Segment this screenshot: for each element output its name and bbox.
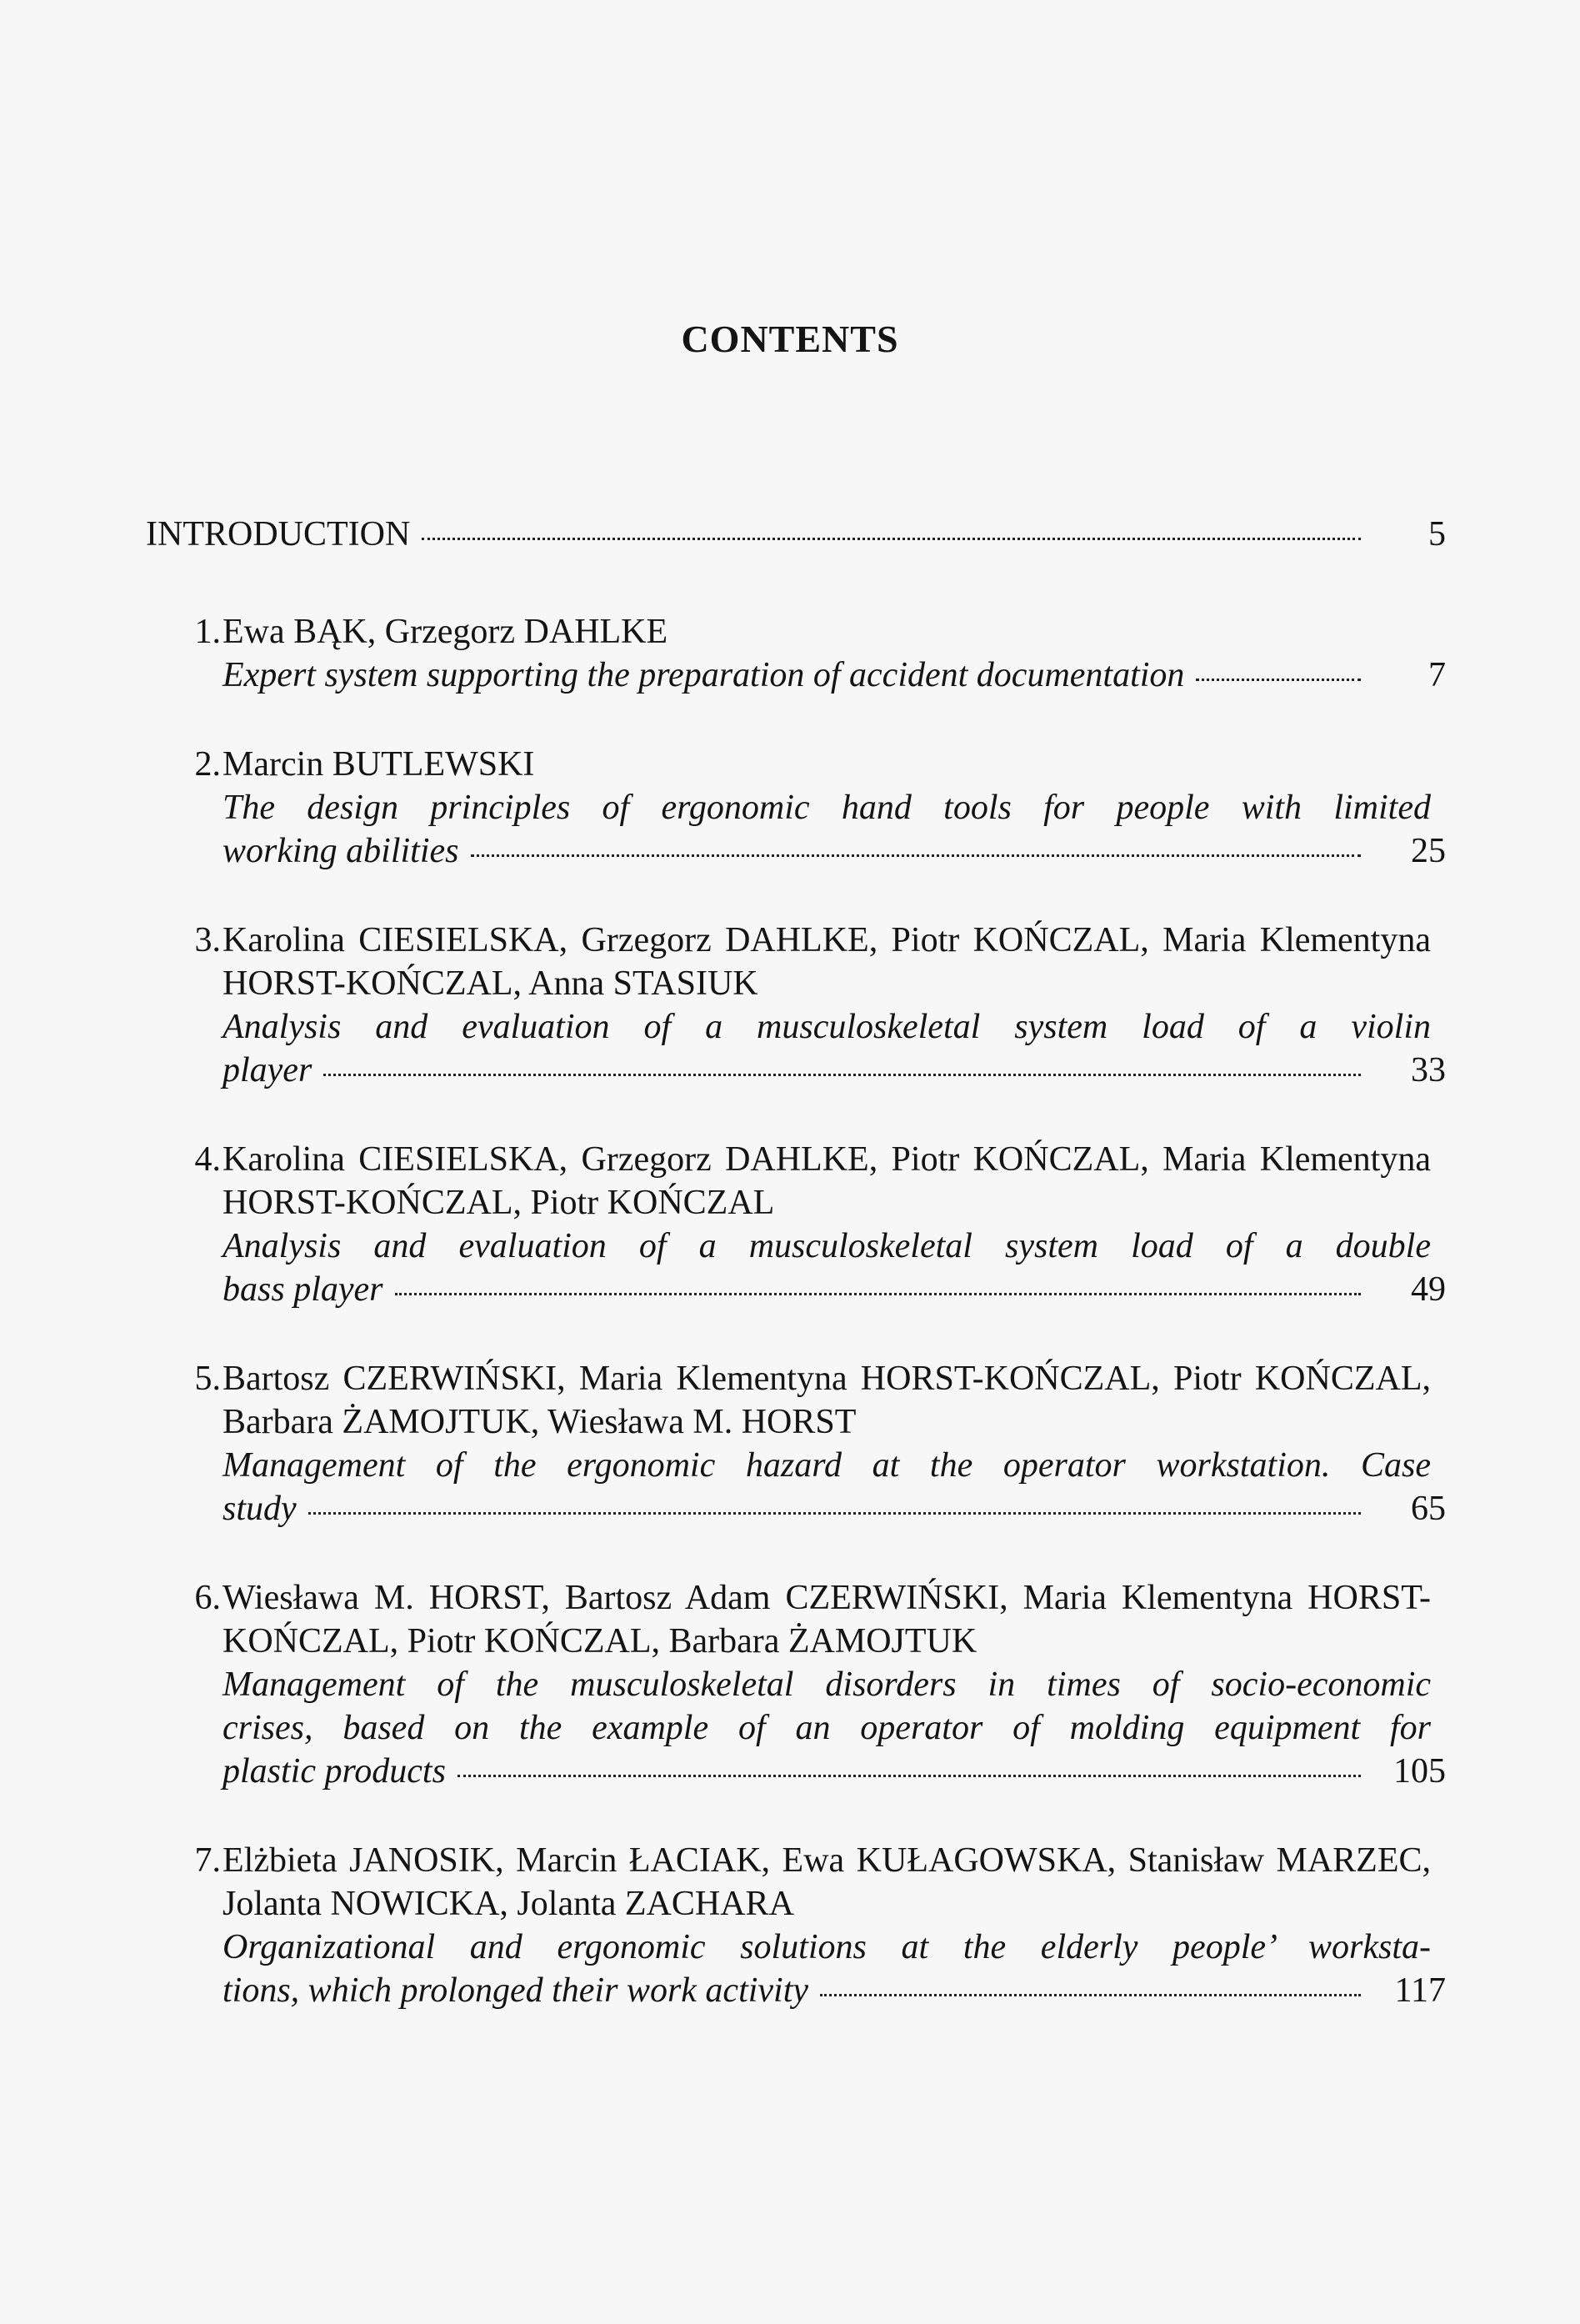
dot-leader [471, 854, 1362, 857]
entry-body [222, 1839, 1446, 2012]
dot-leader [820, 1994, 1361, 1996]
entry-title-line: Analysis and evaluation of a musculoskeletal system load of a double [222, 1227, 1431, 1265]
entry-title [222, 1005, 1446, 1092]
entry-title [222, 1926, 1446, 2012]
entry-title-text: player [222, 1051, 312, 1089]
entry-authors: Bartosz CZERWIŃSKI, Maria Klementyna HORST-KOŃCZAL, Piotr KOŃCZAL, Barbara ŻAMOJTUK, Wiesława M. HORST [222, 1360, 1431, 1441]
entry-title-text: bass player [222, 1270, 383, 1309]
toc-introduction[interactable] [146, 513, 1446, 556]
entry-title-line: crises, based on the example of an operator of molding equipment for [222, 1709, 1431, 1747]
entry-title-text: plastic products [222, 1752, 446, 1791]
entry-title [222, 786, 1446, 873]
entry-page-number: 65 [1411, 1490, 1446, 1528]
entry-title-last-line [222, 1487, 1446, 1530]
page-title: CONTENTS [681, 318, 899, 360]
entry-authors: Elżbieta JANOSIK, Marcin ŁACIAK, Ewa KUŁAGOWSKA, Stanisław MARZEC, Jolanta NOWICKA, Jolanta ZACHARA [222, 1841, 1431, 1923]
table-of-contents [146, 513, 1446, 2012]
entry-title-last-line [222, 1049, 1446, 1092]
toc-entry[interactable] [146, 1839, 1446, 2012]
toc-entry[interactable] [146, 610, 1446, 697]
introduction-label: INTRODUCTION [146, 515, 411, 553]
entry-authors: Karolina CIESIELSKA, Grzegorz DAHLKE, Piotr KOŃCZAL, Maria Klementyna HORST-KOŃCZAL, Anna STASIUK [222, 921, 1431, 1003]
toc-entry[interactable] [146, 1576, 1446, 1793]
entry-title-text: study [222, 1490, 297, 1528]
entry-page-number: 117 [1394, 1971, 1446, 2010]
toc-entry[interactable] [146, 1357, 1446, 1530]
entry-number: 1. [194, 613, 221, 651]
entry-body [222, 1357, 1446, 1530]
dot-leader [323, 1074, 1361, 1076]
entry-title-line: The design principles of ergonomic hand tools for people with limited [222, 789, 1431, 827]
entry-title-last-line [222, 829, 1446, 873]
entry-body [222, 610, 1446, 697]
entry-title-line: Management of the ergonomic hazard at the operator workstation. Case [222, 1446, 1431, 1485]
dot-leader [395, 1293, 1362, 1295]
entry-page-number: 33 [1411, 1051, 1446, 1089]
entry-number: 3. [194, 921, 221, 959]
entry-number: 4. [194, 1140, 221, 1179]
entry-title-last-line [222, 654, 1446, 697]
entry-title [222, 1444, 1446, 1530]
entry-title-last-line [222, 1750, 1446, 1793]
entry-body [222, 743, 1446, 873]
entry-title [222, 654, 1446, 697]
entry-page-number: 49 [1411, 1270, 1446, 1309]
dot-leader [1196, 679, 1361, 681]
entry-body [222, 1576, 1446, 1793]
toc-entry[interactable] [146, 919, 1446, 1092]
entry-number: 5. [194, 1360, 221, 1398]
entry-page-number: 7 [1428, 656, 1446, 694]
entry-title-text: Expert system supporting the preparation of accident documentation [222, 656, 1185, 694]
entry-title-line: Organizational and ergonomic solutions at the elderly people’ worksta- [222, 1928, 1431, 1966]
entry-page-number: 105 [1393, 1752, 1446, 1791]
dot-leader [458, 1775, 1361, 1777]
entry-title-last-line [222, 1268, 1446, 1311]
entry-number: 2. [194, 745, 221, 784]
entry-number: 6. [194, 1579, 221, 1617]
entry-title-last-line [222, 1969, 1446, 2012]
entry-authors: Ewa BĄK, Grzegorz DAHLKE [222, 613, 668, 651]
entry-title [222, 1225, 1446, 1311]
dot-leader [308, 1512, 1361, 1515]
toc-entry[interactable] [146, 743, 1446, 873]
entry-title-line: Analysis and evaluation of a musculoskeletal system load of a violin [222, 1008, 1431, 1046]
entry-number: 7. [194, 1841, 221, 1880]
entry-body [222, 1138, 1446, 1311]
toc-entry[interactable] [146, 1138, 1446, 1311]
entry-authors: Marcin BUTLEWSKI [222, 745, 535, 784]
entry-authors: Wiesława M. HORST, Bartosz Adam CZERWIŃSKI, Maria Klementyna HORST-KOŃCZAL, Piotr KOŃCZAL, Barbara ŻAMOJTUK [222, 1579, 1431, 1660]
entry-title-text: working abilities [222, 832, 459, 870]
entry-page-number: 25 [1411, 832, 1446, 870]
toc-entries [146, 610, 1446, 2012]
entry-title-line: Management of the musculoskeletal disorders in times of socio-economic [222, 1665, 1431, 1704]
entry-body [222, 919, 1446, 1092]
entry-title [222, 1663, 1446, 1793]
entry-title-text: tions, which prolonged their work activity [222, 1971, 809, 2010]
entry-authors: Karolina CIESIELSKA, Grzegorz DAHLKE, Piotr KOŃCZAL, Maria Klementyna HORST-KOŃCZAL, Piotr KOŃCZAL [222, 1140, 1431, 1222]
dot-leader [422, 538, 1361, 540]
introduction-page-number: 5 [1428, 515, 1446, 553]
